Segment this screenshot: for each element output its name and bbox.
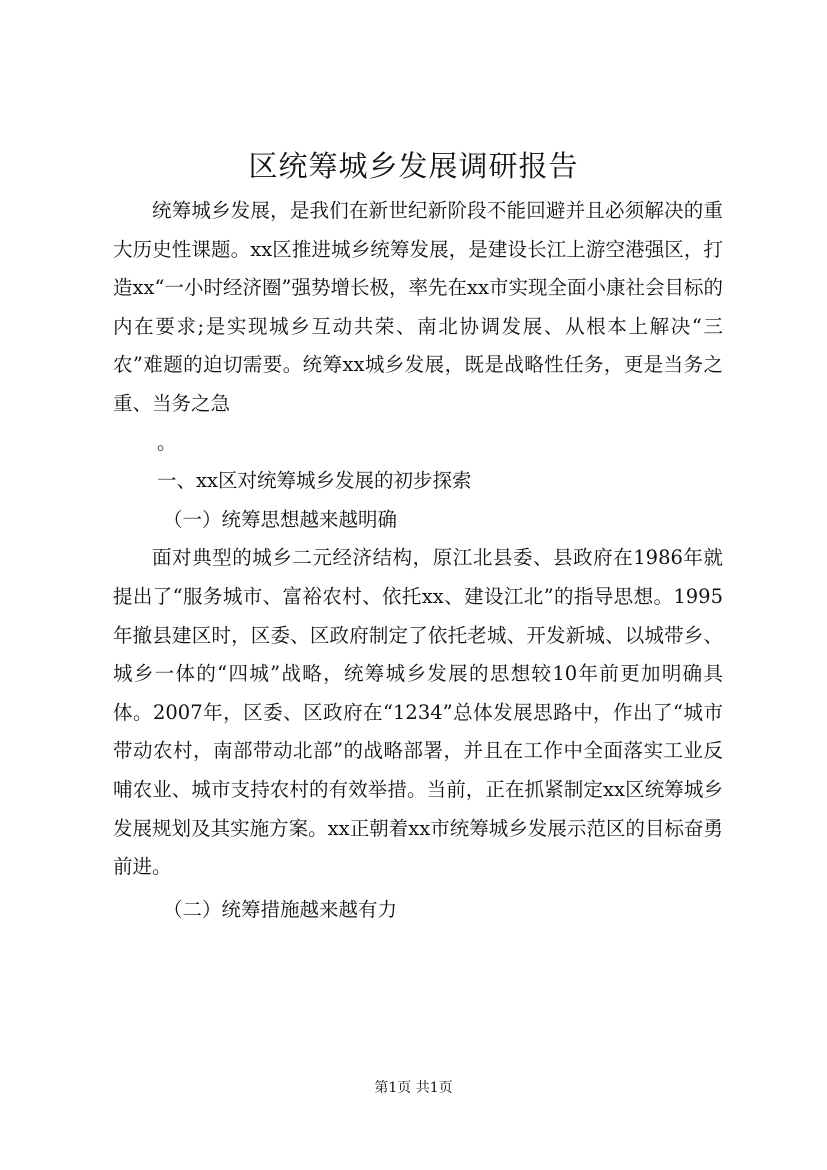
intro-paragraph: 统筹城乡发展，是我们在新世纪新阶段不能回避并且必须解决的重大历史性课题。xx区推进城乡统筹发展，是建设长江上游空港强区，打造xx“一小时经济圈”强势增长极，率先在xx市实现全面小康社会目标的内在要求;是实现城乡互动共荣、南北协调发展、从根本上解决“三农”难题的迫切需要。统筹xx城乡发展，既是战略性任务，更是当务之重、当务之急 [113,199,723,415]
section-heading: 一、xx区对统筹城乡发展的初步探索 [157,469,472,493]
document-body [113,192,723,929]
intro-paragraph-tail: 。 [157,430,177,454]
body-paragraph: 面对典型的城乡二元经济结构，原江北县委、县政府在1986年就提出了“服务城市、富裕农村、依托xx、建设江北”的指导思想。1995年撤县建区时，区委、区政府制定了依托老城、开发新城、以城带乡、城乡一体的“四城”战略，统筹城乡发展的思想较10年前更加明确具体。2007年，区委、区政府在“1234”总体发展思路中，作出了“城市带动农村，南部带动北部”的战略部署，并且在工作中全面落实工业反哺农业、城市支持农村的有效举措。当前，正在抓紧制定xx区统筹城乡发展规划及其实施方案。xx正朝着xx市统筹城乡发展示范区的目标奋勇前进。 [113,546,723,879]
document-title: 区统筹城乡发展调研报告 [248,149,579,183]
subsection-heading: （二）统筹措施越来越有力 [163,897,398,921]
page-footer: 第1页 共1页 [374,1080,453,1096]
subsection-heading: （一）统筹思想越来越明确 [163,507,398,531]
